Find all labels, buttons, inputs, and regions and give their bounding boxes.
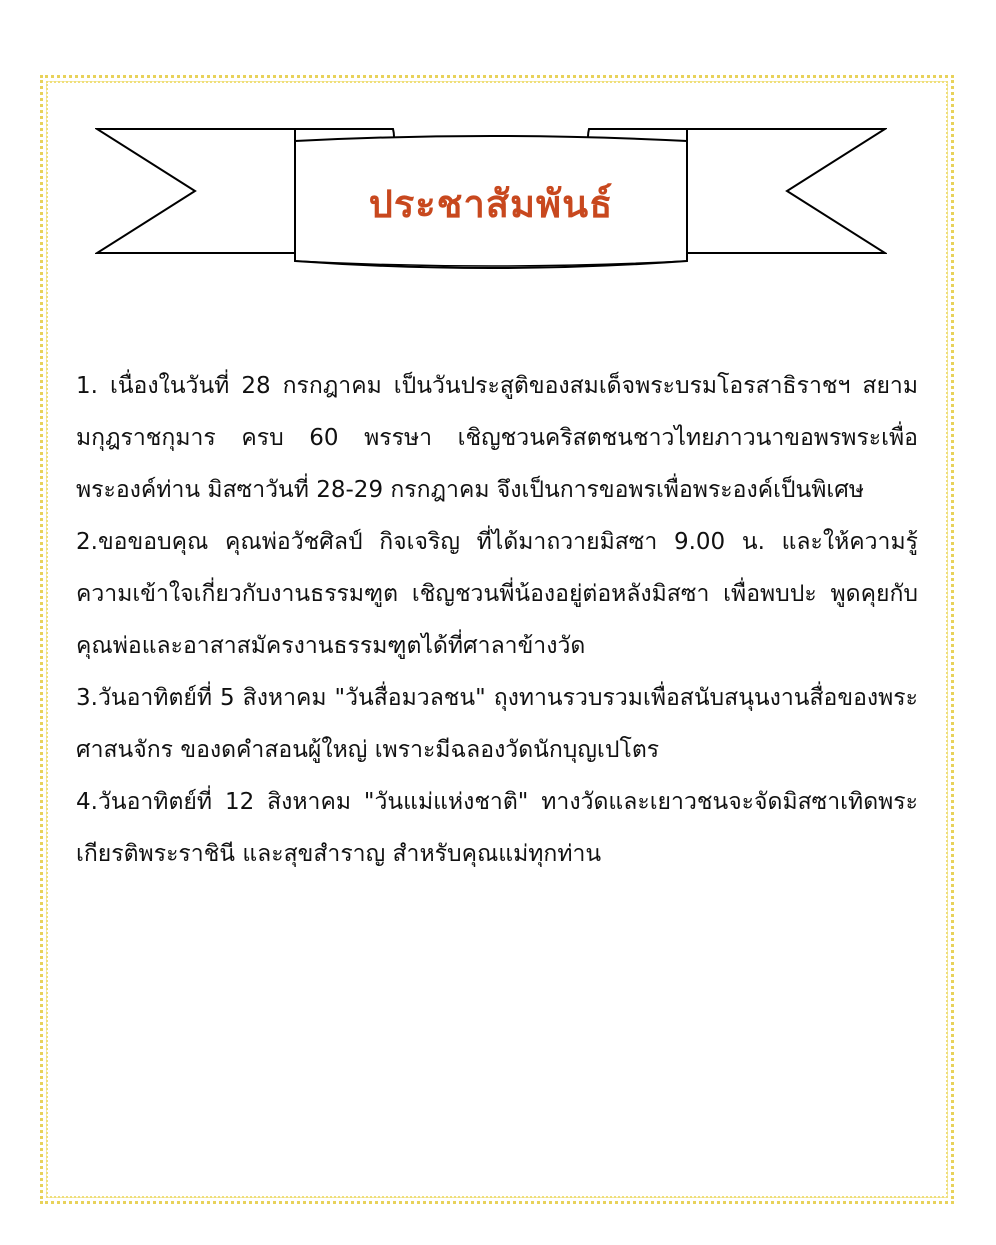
announcement-item-2: 2.ขอขอบคุณ คุณพ่อวัชศิลป์ กิจเจริญ ที่ได้มาถวายมิสซา 9.00 น. และให้ความรู้ ความเข้าใจเกี่ยวกับงานธรรมฑูต เชิญชวนพี่น้องอยู่ต่อหลังมิสซา เพื่อพบปะ พูดคุยกับคุณพ่อและอาสาสมัครงานธรรมฑูตได้ที่ศาลาข้างวัด bbox=[76, 529, 918, 659]
announcement-item-4: 4.วันอาทิตย์ที่ 12 สิงหาคม "วันแม่แห่งชาติ" ทางวัดและเยาวชนจะจัดมิสซาเทิดพระเกียรติพระราชินี และสุขสำราญ สำหรับคุณแม่ทุกท่าน bbox=[76, 789, 918, 867]
announcement-item-3: 3.วันอาทิตย์ที่ 5 สิงหาคม "วันสื่อมวลชน" ถุงทานรวบรวมเพื่อสนับสนุนงานสื่อของพระศาสนจักร ของดคำสอนผู้ใหญ่ เพราะมีฉลองวัดนักบุญเปโตร bbox=[76, 685, 918, 763]
ribbon-banner bbox=[95, 125, 887, 275]
page-title: ประชาสัมพันธ์ bbox=[368, 181, 614, 226]
announcement-item-1: 1. เนื่องในวันที่ 28 กรกฎาคม เป็นวันประสูติของสมเด็จพระบรมโอรสาธิราชฯ สยามมกุฎราชกุมาร ครบ 60 พรรษา เชิญชวนคริสตชนชาวไทยภาวนาขอพรพระเพื่อพระองค์ท่าน มิสซาวันที่ 28-29 กรกฎาคม จึงเป็นการขอพรเพื่อพระองค์เป็นพิเศษ bbox=[76, 373, 918, 503]
announcement-list bbox=[76, 360, 918, 880]
